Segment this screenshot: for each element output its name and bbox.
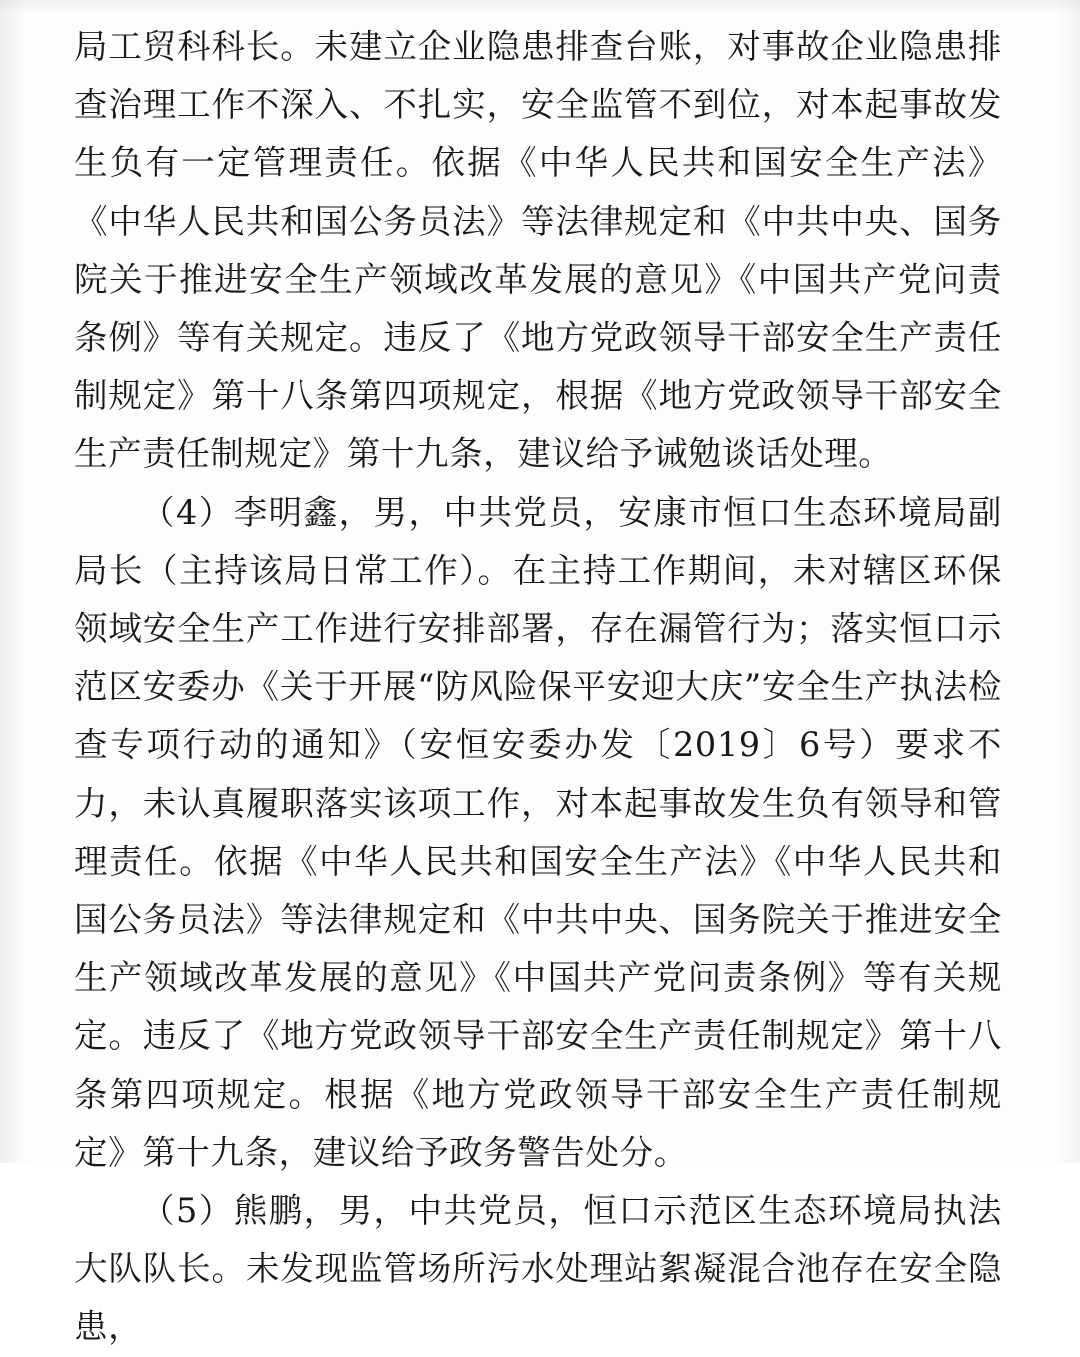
paragraph-item-4: （4）李明鑫，男，中共党员，安康市恒口生态环境局副局长（主持该局日常工作）。在主持工作期间，未对辖区环保领域安全生产工作进行安排部署，存在漏管行为；落实恒口示范区安委办《关于开展“防风险保平安迎大庆”安全生产执法检查专项行动的通知》（安恒安委办发〔2019〕6号）要求不力，未认真履职落实该项工作，对本起事故发生负有领导和管理责任。依据《中华人民共和国安全生产法》《中华人民共和国公务员法》等法律规定和《中共中央、国务院关于推进安全生产领域改革发展的意见》《中国共产党问责条例》等有关规定。违反了《地方党政领导干部安全生产责任制规定》第十八条第四项规定。根据《地方党政领导干部安全生产责任制规定》第十九条，建议给予政务警告处分。 <box>74 492 1002 1172</box>
page-edge-shadow-top <box>0 0 1080 14</box>
paragraph-continued: 局工贸科科长。未建立企业隐患排查台账，对事故企业隐患排查治理工作不深入、不扎实，安全监管不到位，对本起事故发生负有一定管理责任。依据《中华人民共和国安全生产法》《中华人民共和国公务员法》等法律规定和《中共中央、国务院关于推进安全生产领域改革发展的意见》《中国共产党问责条例》等有关规定。违反了《地方党政领导干部安全生产责任制规定》第十八条第四项规定，根据《地方党政领导干部安全生产责任制规定》第十九条，建议给予诫勉谈话处理。 <box>74 27 1002 474</box>
paragraph-item-5: （5）熊鹏，男，中共党员，恒口示范区生态环境局执法大队队长。未发现监管场所污水处理站絮凝混合池存在安全隐患， <box>74 1191 1002 1347</box>
document-body <box>74 18 1002 1357</box>
page-edge-shadow-left <box>0 0 26 1163</box>
page-edge-shadow-right <box>1058 0 1080 1163</box>
